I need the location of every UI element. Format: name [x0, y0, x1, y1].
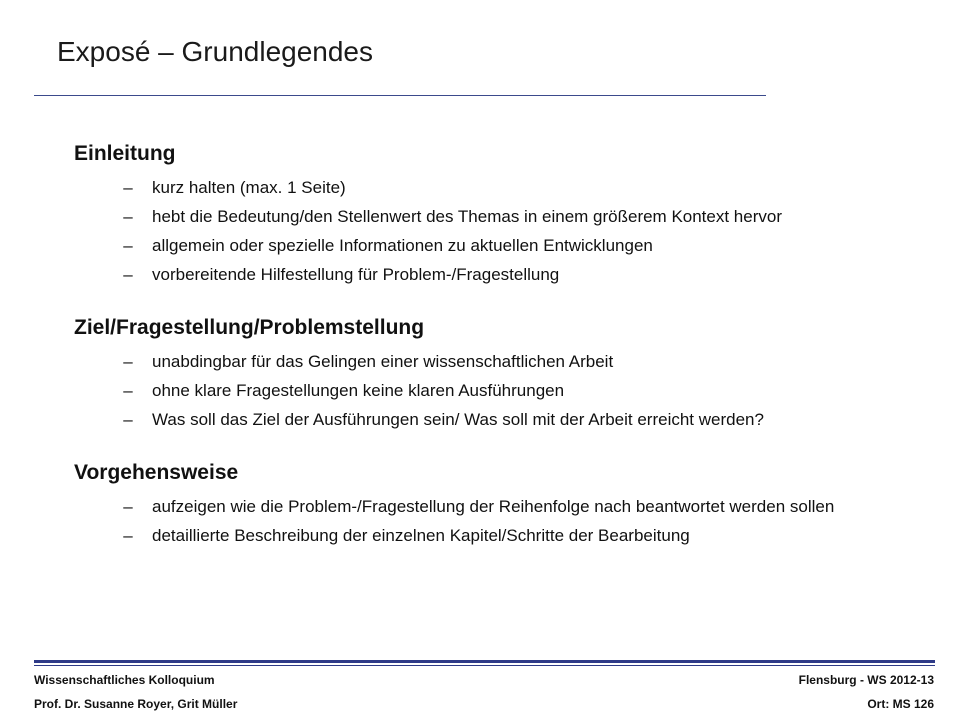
dash-bullet-icon: – — [123, 178, 133, 197]
bullet-item — [74, 202, 934, 231]
bullet-item — [74, 347, 934, 376]
dash-bullet-icon: – — [123, 526, 133, 545]
section-heading: Vorgehensweise — [74, 461, 239, 484]
bullet-text: detaillierte Beschreibung der einzelnen Kapitel/Schritte der Bearbeitung — [152, 526, 690, 545]
footer-divider-thick — [34, 660, 935, 663]
dash-bullet-icon: – — [123, 410, 133, 429]
bullet-item — [74, 376, 934, 405]
bullet-item — [74, 492, 934, 521]
dash-bullet-icon: – — [123, 497, 133, 516]
section-heading: Ziel/Fragestellung/Problemstellung — [74, 316, 425, 339]
section-vorgehensweise — [74, 457, 934, 550]
footer-room: Ort: MS 126 — [867, 697, 934, 711]
bullet-text: hebt die Bedeutung/den Stellenwert des Themas in einem größerem Kontext hervor — [152, 207, 782, 226]
dash-bullet-icon: – — [123, 207, 133, 226]
slide-title: Exposé – Grundlegendes — [57, 36, 373, 67]
dash-bullet-icon: – — [123, 236, 133, 255]
bullet-list — [74, 173, 934, 289]
bullet-text: kurz halten (max. 1 Seite) — [152, 178, 346, 197]
bullet-item — [74, 173, 934, 202]
dash-bullet-icon: – — [123, 352, 133, 371]
footer-authors: Prof. Dr. Susanne Royer, Grit Müller — [34, 697, 238, 711]
footer-course-name: Wissenschaftliches Kolloquium — [34, 673, 215, 687]
dash-bullet-icon: – — [123, 381, 133, 400]
bullet-text: Was soll das Ziel der Ausführungen sein/ Was soll mit der Arbeit erreicht werden? — [152, 410, 764, 429]
footer-divider-thin — [34, 665, 935, 666]
bullet-list — [74, 492, 934, 550]
section-einleitung — [74, 138, 934, 289]
bullet-text: ohne klare Fragestellungen keine klaren Ausführungen — [152, 381, 565, 400]
bullet-list — [74, 347, 934, 434]
footer-location-semester: Flensburg - WS 2012-13 — [798, 673, 934, 687]
bullet-item — [74, 405, 934, 434]
dash-bullet-icon: – — [123, 265, 133, 284]
bullet-text: allgemein oder spezielle Informationen zu aktuellen Entwicklungen — [152, 236, 653, 255]
bullet-text: vorbereitende Hilfestellung für Problem-/Fragestellung — [152, 265, 560, 284]
bullet-text: aufzeigen wie die Problem-/Fragestellung der Reihenfolge nach beantwortet werden sollen — [152, 497, 835, 516]
title-divider — [34, 95, 766, 96]
bullet-item — [74, 521, 934, 550]
bullet-item — [74, 260, 934, 289]
bullet-item — [74, 231, 934, 260]
section-ziel-fragestellung — [74, 312, 934, 434]
section-heading: Einleitung — [74, 142, 176, 165]
slide-content — [74, 138, 934, 550]
bullet-text: unabdingbar für das Gelingen einer wissenschaftlichen Arbeit — [152, 352, 614, 371]
